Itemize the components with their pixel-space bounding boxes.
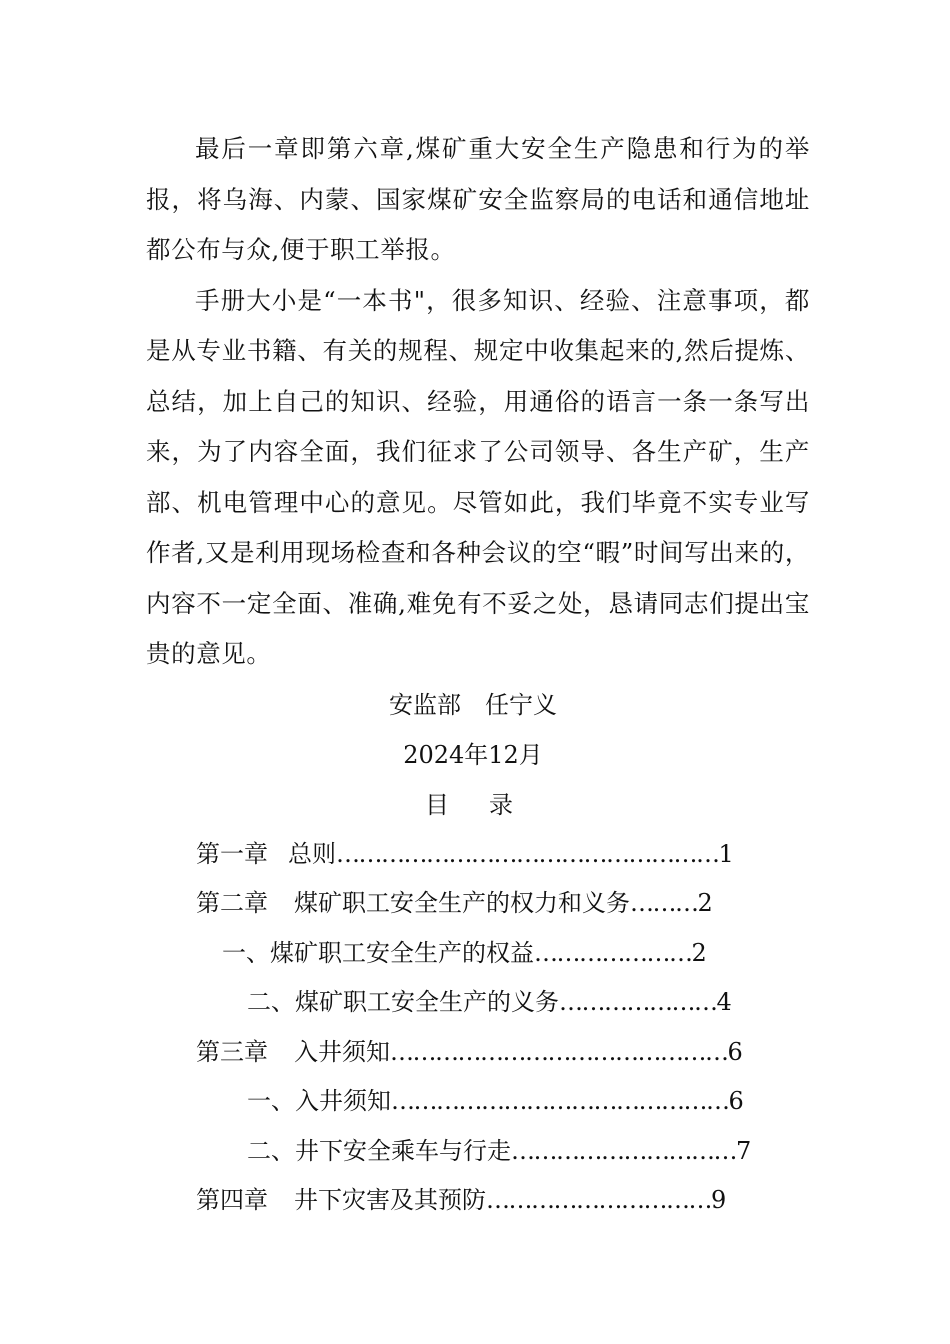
toc-leader-dots: ………………………… (511, 1136, 736, 1165)
toc-leader-dots: ……………………………………… (391, 1087, 729, 1115)
toc-leader-dots: ………………… (534, 938, 692, 967)
toc-entry[interactable] (146, 1028, 810, 1078)
toc-leader-dots: ……………………………………… (390, 1037, 728, 1066)
toc-page-number: 6 (728, 1087, 744, 1115)
toc-page-number: 4 (716, 988, 732, 1016)
toc-title: 目 录 (425, 790, 513, 819)
signature-author: 任宁义 (485, 690, 557, 719)
toc-entry-title: 煤矿职工安全生产的权力和义务 (294, 889, 630, 917)
toc-page-number: 2 (697, 889, 713, 917)
toc-entry[interactable] (146, 1176, 810, 1226)
toc-leader-dots: …………………………………………… (336, 839, 719, 868)
toc-entry-title: 井下安全乘车与行走 (295, 1136, 511, 1165)
body-paragraph: 最后一章即第六章,煤矿重大安全生产隐患和行为的举报，将乌海、内蒙、国家煤矿安全监察局的电话和通信地址都公布与众,便于职工举报。 (146, 134, 810, 264)
toc-page-number: 2 (691, 938, 707, 967)
signature-date: 2024年12月 (403, 740, 543, 769)
toc-leader-dots: ………………………… (486, 1186, 711, 1214)
toc-entry-title: 煤矿职工安全生产的权益 (270, 938, 534, 967)
toc-page-number: 7 (736, 1136, 752, 1165)
toc-entry[interactable] (146, 830, 810, 880)
toc-entry-title: 入井须知 (294, 1037, 390, 1066)
toc-page-number: 1 (718, 839, 734, 868)
toc-chapter-number: 第一章 (196, 839, 268, 868)
toc-page-number: 6 (727, 1037, 743, 1066)
toc-section-number: 一、 (222, 938, 270, 967)
toc-leader-dots: ………………… (559, 988, 717, 1016)
toc-section-number: 二、 (247, 988, 295, 1016)
toc-entry[interactable] (146, 1077, 810, 1127)
toc-entry[interactable] (146, 879, 810, 929)
toc-entry-title: 总则 (288, 839, 336, 868)
signature-department: 安监部 (389, 690, 461, 719)
toc-chapter-number: 第二章 (196, 889, 268, 917)
toc-entry[interactable] (146, 978, 810, 1028)
toc-chapter-number: 第四章 (196, 1186, 268, 1214)
toc-entry-title: 煤矿职工安全生产的义务 (295, 988, 559, 1016)
toc-section-number: 一、 (247, 1087, 295, 1115)
toc-section-number: 二、 (247, 1136, 295, 1165)
toc-entry[interactable] (146, 929, 810, 979)
body-paragraph: 手册大小是“一本书"，很多知识、经验、注意事项，都是从专业书籍、有关的规程、规定中收集起来的,然后提炼、总结，加上自己的知识、经验，用通俗的语言一条一条写出来，为了内容全面，我们征求了公司领导、各生产矿，生产部、机电管理中心的意见。尽管如此，我们毕竟不实专业写作者,又是利用现场检查和各种会议的空“暇”时间写出来的，内容不一定全面、准确,难免有不妥之处，恳请同志们提出宝贵的意见。 (146, 285, 810, 668)
toc-entry-title: 入井须知 (295, 1087, 391, 1115)
toc-entry[interactable] (146, 1127, 810, 1177)
toc-leader-dots: ……… (630, 889, 698, 917)
toc-entry-title: 井下灾害及其预防 (294, 1186, 486, 1214)
toc-page-number: 9 (711, 1186, 727, 1214)
toc-chapter-number: 第三章 (196, 1037, 268, 1066)
signature-line (146, 680, 810, 730)
document-page (146, 124, 810, 1226)
